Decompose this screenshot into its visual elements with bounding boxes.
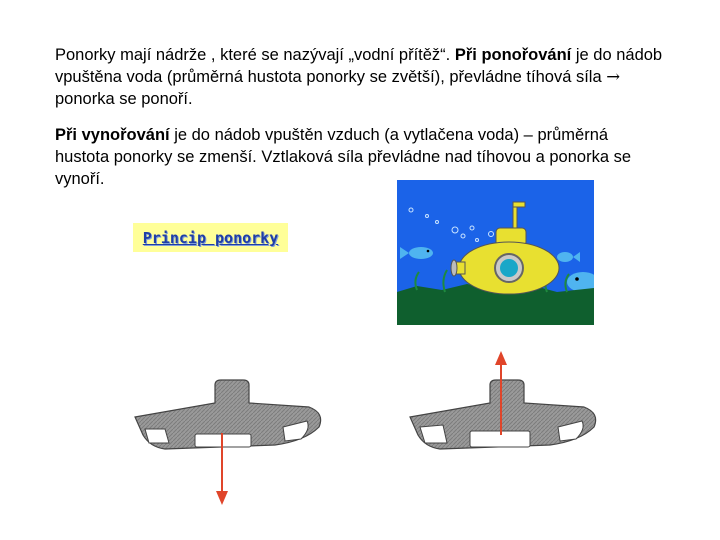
term-surfacing: Při vynořování [55, 126, 170, 144]
text-surfacing-desc: je do nádob vpuštěn vzduch (a vytlačena voda) – průměrná hustota ponorky se zmenší. Vztlaková síla převládne nad tíhovou a ponorka se vynoří. [55, 126, 632, 188]
paragraph-diving [55, 44, 665, 110]
text-diving-desc: je do nádob vpuštěna voda (průměrná hustota ponorky se zvětší), převládne tíhová síla [55, 46, 663, 86]
submarine-illustration [397, 180, 594, 325]
term-diving: Při ponořování [454, 46, 572, 64]
text-intro: Ponorky mají nádrže , které se nazývají „vodní přítěž“. [55, 46, 455, 64]
implies-arrow-symbol: → [606, 67, 621, 86]
principle-link-label[interactable]: Princip ponorky [142, 228, 279, 247]
principle-link-button[interactable] [133, 223, 288, 252]
text-diving-result: ponorka se ponoří. [55, 90, 193, 108]
buoyancy-diagram [125, 345, 600, 507]
